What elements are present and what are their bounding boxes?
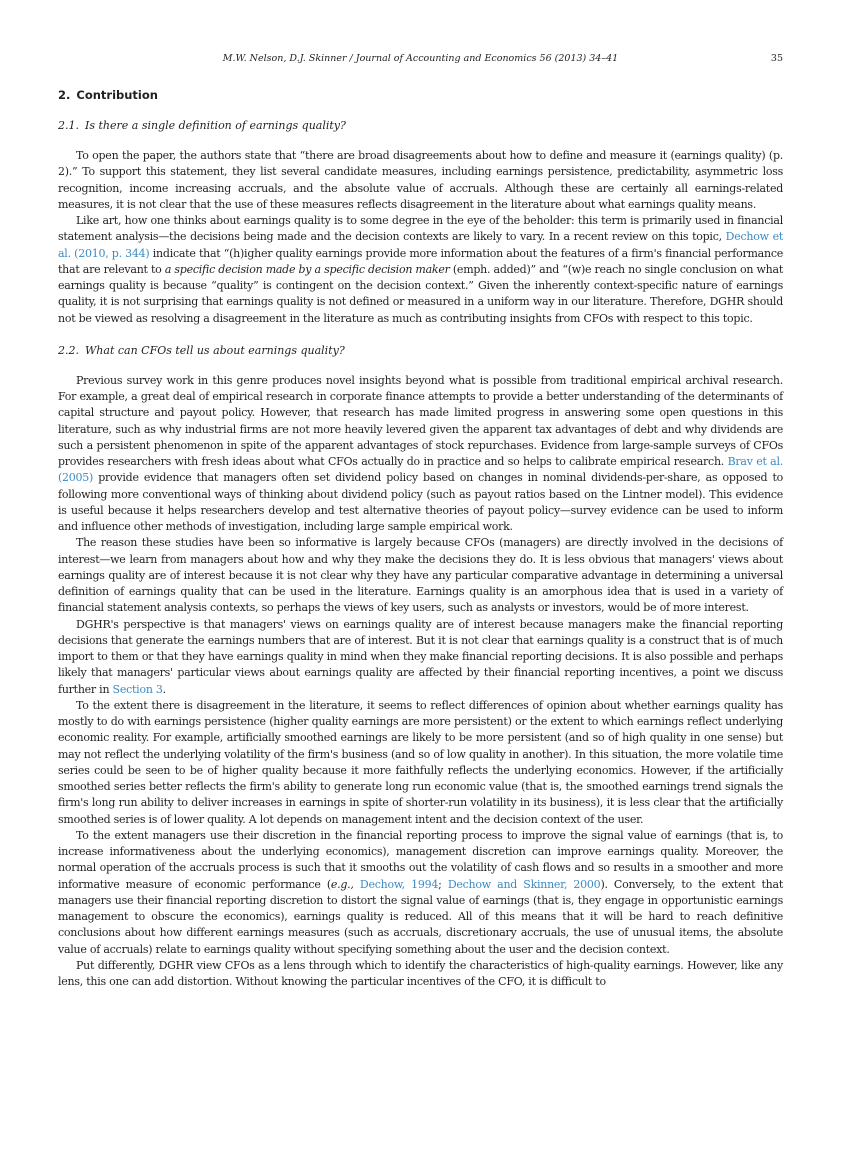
paragraph: To open the paper, the authors state that “there are broad disagreements about how to define and measure it (earnings quality) (p. 2).” To support this statement, they list several candidate measures, including earnings persistence, predictability, asymmetric loss recognition, income increasing accruals, and the absolute value of accruals. Although these are certainly all earnings-related measures, it is not clear that the use of these measures reflects disagreement in the literature about what earnings quality means. bbox=[58, 149, 783, 211]
citation-link-dechow-1994[interactable]: Dechow, 1994 bbox=[359, 877, 439, 891]
section-link-section-3[interactable]: Section 3 bbox=[112, 682, 163, 696]
subsection-heading-2-2 bbox=[58, 343, 783, 359]
section-number: 2. bbox=[58, 88, 71, 102]
subsection-heading-2-1 bbox=[58, 118, 783, 134]
subsection-number: 2.2. bbox=[58, 343, 79, 357]
subsection-title: What can CFOs tell us about earnings quality? bbox=[85, 343, 345, 357]
article-body bbox=[58, 86, 783, 990]
journal-citation: M.W. Nelson, D.J. Skinner / Journal of Accounting and Economics 56 (2013) 34–41 bbox=[222, 53, 619, 64]
paragraph: DGHR's perspective is that managers' views on earnings quality are of interest because managers make the financial reporting decisions that generate the earnings numbers that are of interest. But it is not clear that earnings quality is a construct that is of much import to them or that they have earnings quality in mind when they make financial reporting decisions. It is also possible and perhaps likely that managers' particular views about earnings quality are affected by their financial reporting incentives, a point we discuss further in Section 3. bbox=[58, 617, 783, 696]
subsection-title: Is there a single definition of earnings quality? bbox=[85, 119, 346, 132]
paragraph: The reason these studies have been so informative is largely because CFOs (managers) are directly involved in the decisions of interest—we learn from managers about how and why they make the decisions they do. It is less obvious that managers' views about earnings quality are of interest because it is not clear why they have any particular comparative advantage in determining a universal definition of earnings quality that can be used in the literature. Earnings quality is an amorphous idea that is used in a variety of financial statement analysis contexts, so perhaps the views of key users, such as analysts or investors, would be of more interest. bbox=[58, 536, 783, 615]
paragraph: Previous survey work in this genre produces novel insights beyond what is possible from traditional empirical archival research. For example, a great deal of empirical research in corporate finance attempts to provide a better understanding of the determinants of capital structure and payout policy. However, that research has made limited progress in answering some open questions in this literature, such as why industrial firms are not more heavily levered given the apparent tax advantages of debt and why dividends are such a persistent phenomenon in spite of the apparent advantages of stock repurchases. Evidence from large-sample surveys of CFOs provides researchers with fresh ideas about what CFOs actually do in practice and so helps to calibrate empirical research. Brav et al. (2005) provide evidence that managers often set dividend policy based on changes in nominal dividends-per-share, as opposed to following more conventional ways of thinking about dividend policy (such as payout ratios based on the Lintner model). This evidence is useful because it helps researchers develop and test alternative theories of payout policy—survey evidence can be used to inform and influence other methods of investigation, including large sample empirical work. bbox=[58, 373, 783, 533]
citation-link-dechow-skinner-2000[interactable]: Dechow and Skinner, 2000 bbox=[447, 877, 601, 891]
page-number: 35 bbox=[770, 53, 783, 64]
paragraph: To the extent there is disagreement in the literature, it seems to reflect differences of opinion about whether earnings quality has mostly to do with earnings persistence (higher quality earnings are more persistent) or the extent to which earnings reflect underlying economic reality. For example, artificially smoothed earnings are likely to be more persistent (and so of high quality in one sense) but may not reflect the underlying volatility of the firm's business (and so of low quality in another). In this situation, the more volatile time series could be seen to be of higher quality because it more faithfully reflects the underlying economics. However, if the artificially smoothed series better reflects the firm's ability to generate long run economic value (that is, the smoothed earnings trend signals the firm's long run ability to deliver increases in earnings in spite of shorter-run volatility in its business), it is less clear that the artificially smoothed series is of lower quality. A lot depends on management intent and the decision context of the user. bbox=[58, 698, 783, 826]
section-title: Contribution bbox=[76, 88, 158, 102]
paragraph: To the extent managers use their discretion in the financial reporting process to improve the signal value of earnings (that is, to increase informativeness about the underlying economics), management discretion can improve earnings quality. Moreover, the normal operation of the accruals process is such that it smooths out the volatility of cash flows and so results in a smoother and more informative measure of economic performance (e.g., Dechow, 1994; Dechow and Skinner, 2000). Conversely, to the extent that managers use their financial reporting discretion to distort the signal value of earnings (that is, they engage in opportunistic earnings management to obscure the economics), earnings quality is reduced. All of this means that it will be hard to reach definitive conclusions about how different earnings measures (such as accruals, discretionary accruals, the use of unusual items, the absolute value of accruals) relate to earnings quality without specifying something about the user and the decision context. bbox=[58, 828, 783, 956]
section-heading-contribution bbox=[58, 86, 783, 104]
subsection-number: 2.1. bbox=[58, 119, 79, 132]
emphasized-text: a specific decision made by a specific decision maker bbox=[164, 262, 450, 276]
paragraph: Put differently, DGHR view CFOs as a lens through which to identify the characteristics of high-quality earnings. However, like any lens, this one can add distortion. Without knowing the particular incentives of the CFO, it is difficult to bbox=[58, 958, 783, 988]
citation-link-brav-2005[interactable]: Brav et al. (2005) bbox=[58, 455, 783, 485]
paragraph: Like art, how one thinks about earnings quality is to some degree in the eye of the beholder: this term is primarily used in financial statement analysis—the decisions being made and the decision contexts are likely to vary. In a recent review on this topic, Dechow et al. (2010, p. 344) indicate that “(h)igher quality earnings provide more information about the features of a firm's financial performance that are relevant to a specific decision made by a specific decision maker (emph. added)” and “(w)e reach no single conclusion on what earnings quality is because “quality” is contingent on the decision context.” Given the inherently context-specific nature of earnings quality, it is not surprising that earnings quality is not defined or measured in a uniform way in our literature. Therefore, DGHR should not be viewed as resolving a disagreement in the literature as much as contributing insights from CFOs with respect to this topic. bbox=[58, 214, 783, 325]
citation-link-dechow-2010[interactable]: Dechow et al. (2010, p. 344) bbox=[58, 230, 783, 260]
